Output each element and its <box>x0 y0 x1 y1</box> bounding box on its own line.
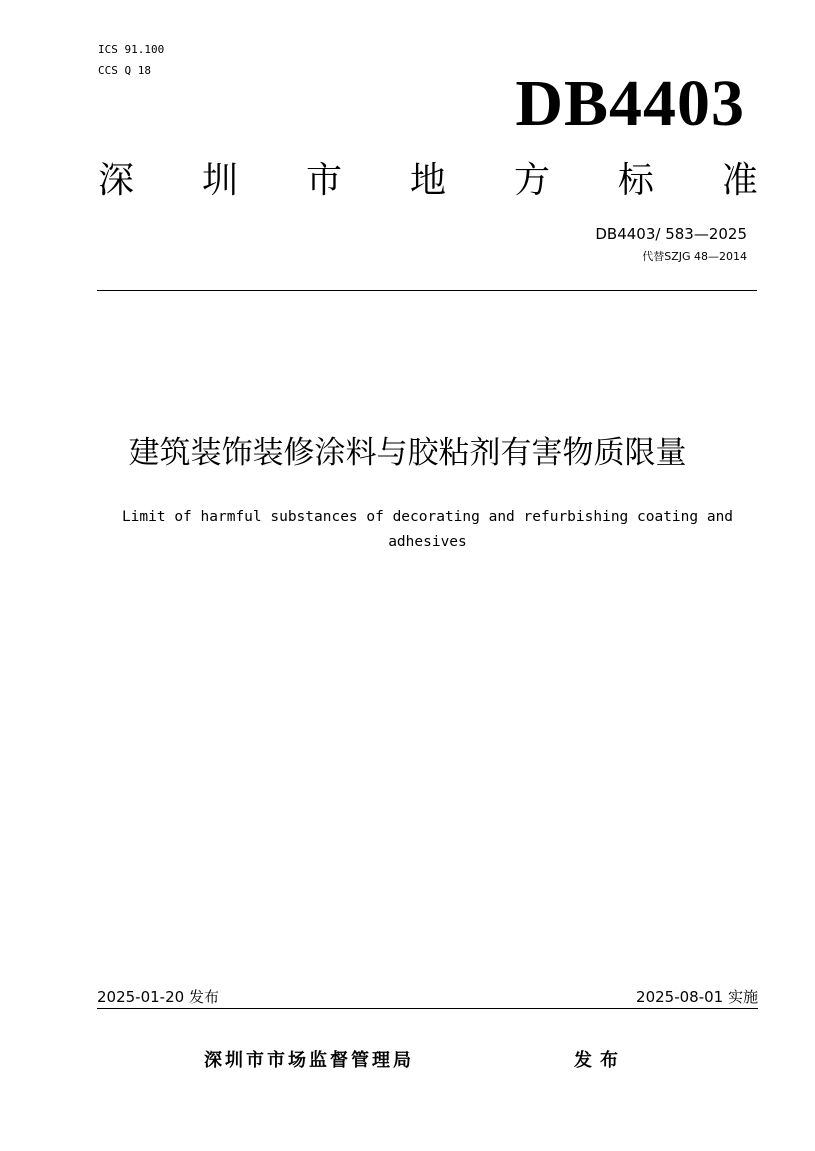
standard-type-char: 地 <box>409 160 446 201</box>
standard-number: DB4403/ 583—2025 <box>595 225 747 243</box>
standard-type-char: 市 <box>305 160 342 201</box>
replaces-standard: 代替SZJG 48—2014 <box>642 250 747 263</box>
ccs-code: CCS Q 18 <box>98 64 151 77</box>
standard-type-char: 标 <box>617 160 654 201</box>
issue-date: 2025-01-20 发布 <box>97 988 219 1006</box>
publisher: 深圳市市场监督管理局 <box>204 1050 414 1071</box>
title-chinese: 建筑装饰装修涂料与胶粘剂有害物质限量 <box>128 435 687 471</box>
implementation-date: 2025-08-01 实施 <box>636 988 758 1006</box>
standard-type-char: 准 <box>721 160 758 201</box>
header-divider <box>97 290 757 291</box>
footer-divider <box>97 1008 758 1009</box>
standard-type-char: 深 <box>98 160 135 201</box>
standard-code: DB4403 <box>515 67 745 140</box>
publish-label: 发布 <box>574 1050 626 1071</box>
standard-type-char: 方 <box>513 160 550 201</box>
ics-code: ICS 91.100 <box>98 43 165 56</box>
standard-type <box>98 158 758 204</box>
standard-type-char: 圳 <box>201 160 238 201</box>
title-english: Limit of harmful substances of decorating and refurbishing coating and adhesives <box>121 509 734 550</box>
